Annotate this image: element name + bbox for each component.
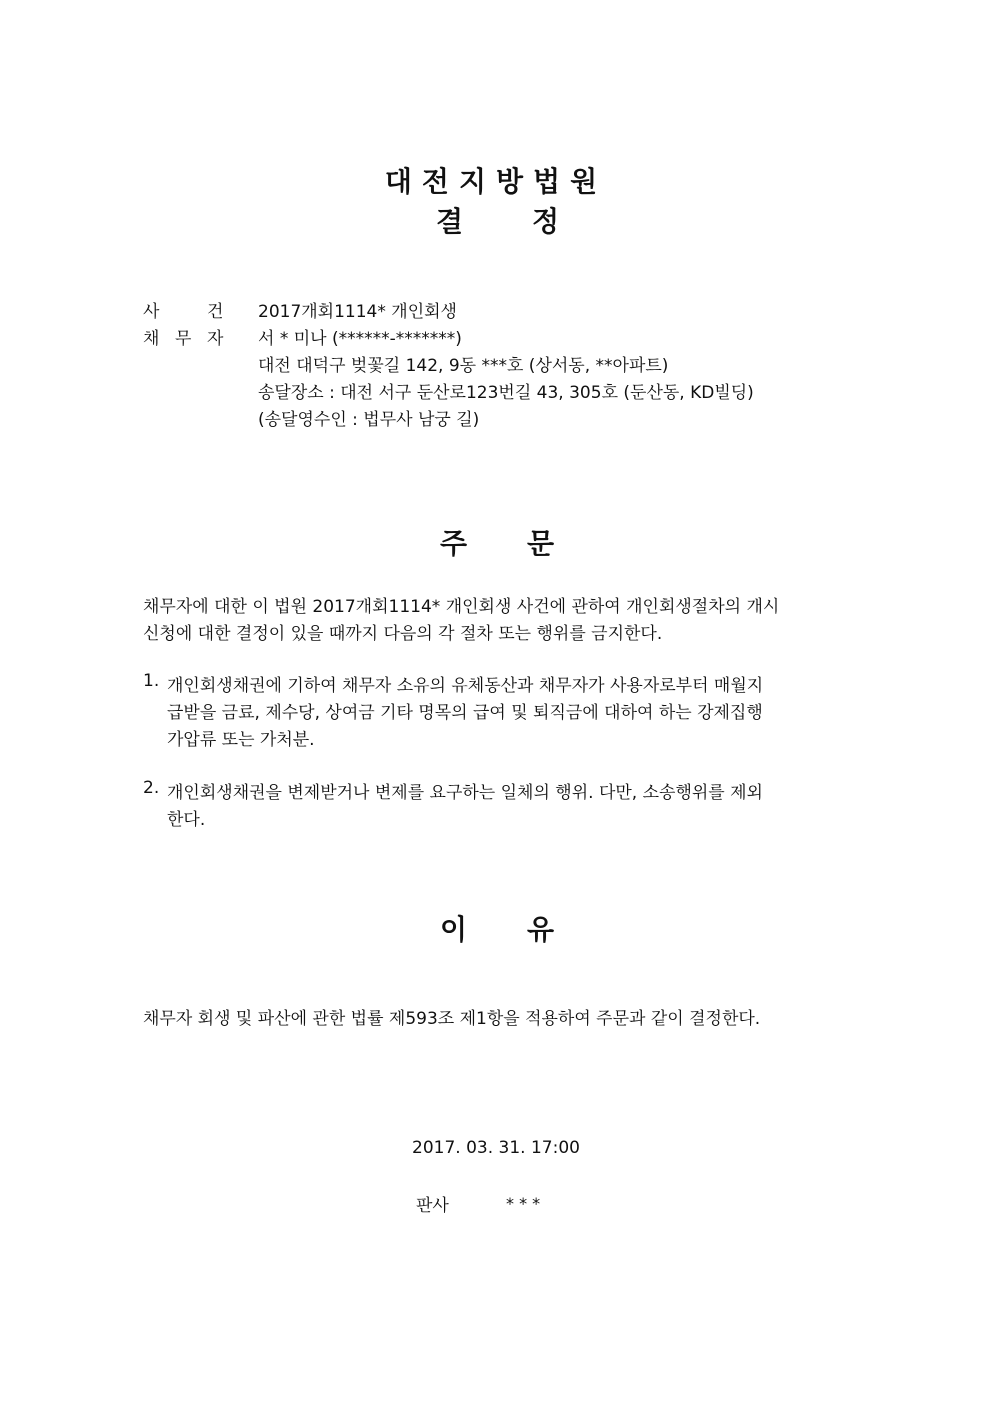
reason-text: 채무자 회생 및 파산에 관한 법률 제593조 제1항을 적용하여 주문과 같이 결정한다. bbox=[143, 1009, 761, 1029]
case-label-char: 건 bbox=[207, 302, 224, 322]
order-item-line: 개인회생채권에 기하여 채무자 소유의 유체동산과 채무자가 사용자로부터 매월지 bbox=[167, 676, 764, 696]
order-item-number: 1. bbox=[143, 671, 160, 691]
delivery-address: 송달장소 : 대전 서구 둔산로123번길 43, 305호 (둔산동, KD빌딩) bbox=[258, 383, 754, 403]
decision-datetime: 2017. 03. 31. 17:00 bbox=[412, 1138, 580, 1158]
judge-label: 판사 bbox=[416, 1196, 449, 1216]
order-intro-line: 채무자에 대한 이 법원 2017개회1114* 개인회생 사건에 관하여 개인회생절차의 개시 bbox=[143, 597, 780, 617]
document-title-char-1: 결 bbox=[436, 205, 464, 238]
delivery-recipient: (송달영수인 : 법무사 남궁 길) bbox=[258, 410, 480, 430]
judge-name: * * * bbox=[506, 1194, 541, 1213]
case-label-char: 사 bbox=[143, 302, 160, 322]
debtor-address: 대전 대덕구 벚꽃길 142, 9동 ***호 (상서동, **아파트) bbox=[258, 356, 669, 376]
order-intro-line: 신청에 대한 결정이 있을 때까지 다음의 각 절차 또는 행위를 금지한다. bbox=[143, 624, 663, 644]
order-title-char-2: 문 bbox=[527, 527, 555, 560]
order-item-line: 개인회생채권을 변제받거나 변제를 요구하는 일체의 행위. 다만, 소송행위를 제외 bbox=[167, 783, 763, 803]
document-title-char-2: 정 bbox=[532, 205, 560, 238]
order-item-line: 가압류 또는 가처분. bbox=[167, 730, 315, 750]
court-name: 대전지방법원 bbox=[384, 165, 608, 198]
reason-title-char-1: 이 bbox=[440, 913, 468, 946]
debtor-name: 서 * 미나 (******-*******) bbox=[258, 329, 462, 349]
reason-title-char-2: 유 bbox=[527, 913, 555, 946]
debtor-label-char: 채 bbox=[143, 329, 160, 349]
order-item-line: 한다. bbox=[167, 810, 206, 830]
order-item-number: 2. bbox=[143, 778, 160, 798]
order-title-char-1: 주 bbox=[440, 527, 468, 560]
case-number: 2017개회1114* 개인회생 bbox=[258, 302, 457, 322]
order-item-line: 급받을 금료, 제수당, 상여금 기타 명목의 급여 및 퇴직금에 대하여 하는 강제집행 bbox=[167, 703, 763, 723]
debtor-label-char: 자 bbox=[207, 329, 224, 349]
debtor-label-char: 무 bbox=[175, 329, 192, 349]
